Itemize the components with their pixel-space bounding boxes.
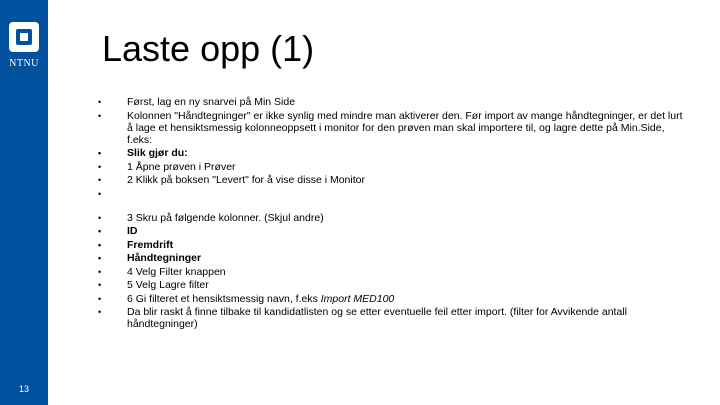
bullet-item: • 1 Åpne prøven i Prøver	[98, 161, 688, 173]
bullet-item-empty	[98, 188, 688, 200]
bullet-list	[98, 96, 688, 332]
ntnu-logo-icon	[9, 22, 39, 52]
bullet-item: • 2 Klikk på boksen "Levert" for å vise disse i Monitor	[98, 174, 688, 186]
bullet-item: • Da blir raskt å finne tilbake til kandidatlisten og se etter eventuelle feil etter import. (filter for Avvikende antall håndtegninger)	[98, 306, 688, 330]
bullet-item: • ID	[98, 225, 688, 237]
bullet-item: • Først, lag en ny snarvei på Min Side	[98, 96, 688, 108]
page-number: 13	[18, 384, 29, 394]
bullet-item: • Kolonnen "Håndtegninger" er ikke synlig med mindre man aktiverer den. Før import av mange håndtegninger, er det lurt å lage et hensiktsmessig kolonneoppsett i monitor for den prøven man skal importere til, og lagre dette på Min.Side, f.eks:	[98, 110, 688, 146]
bullet-item	[98, 293, 688, 305]
ntnu-sidebar	[0, 0, 48, 405]
bullet-item: • Slik gjør du:	[98, 147, 688, 159]
bullet-item: • 5 Velg Lagre filter	[98, 279, 688, 291]
bullet-item: • 4 Velg Filter knappen	[98, 266, 688, 278]
bullet-item: • Fremdrift	[98, 239, 688, 251]
ntnu-logo-text: NTNU	[9, 58, 39, 69]
filter-name-example: Import MED100	[320, 292, 395, 305]
bullet-item: • 3 Skru på følgende kolonner. (Skjul andre)	[98, 212, 688, 224]
bullet-item: • Håndtegninger	[98, 252, 688, 264]
bullet-text: 6 Gi filteret et hensiktsmessig navn, f.eks	[127, 292, 321, 305]
slide-title: Laste opp (1)	[102, 28, 315, 69]
